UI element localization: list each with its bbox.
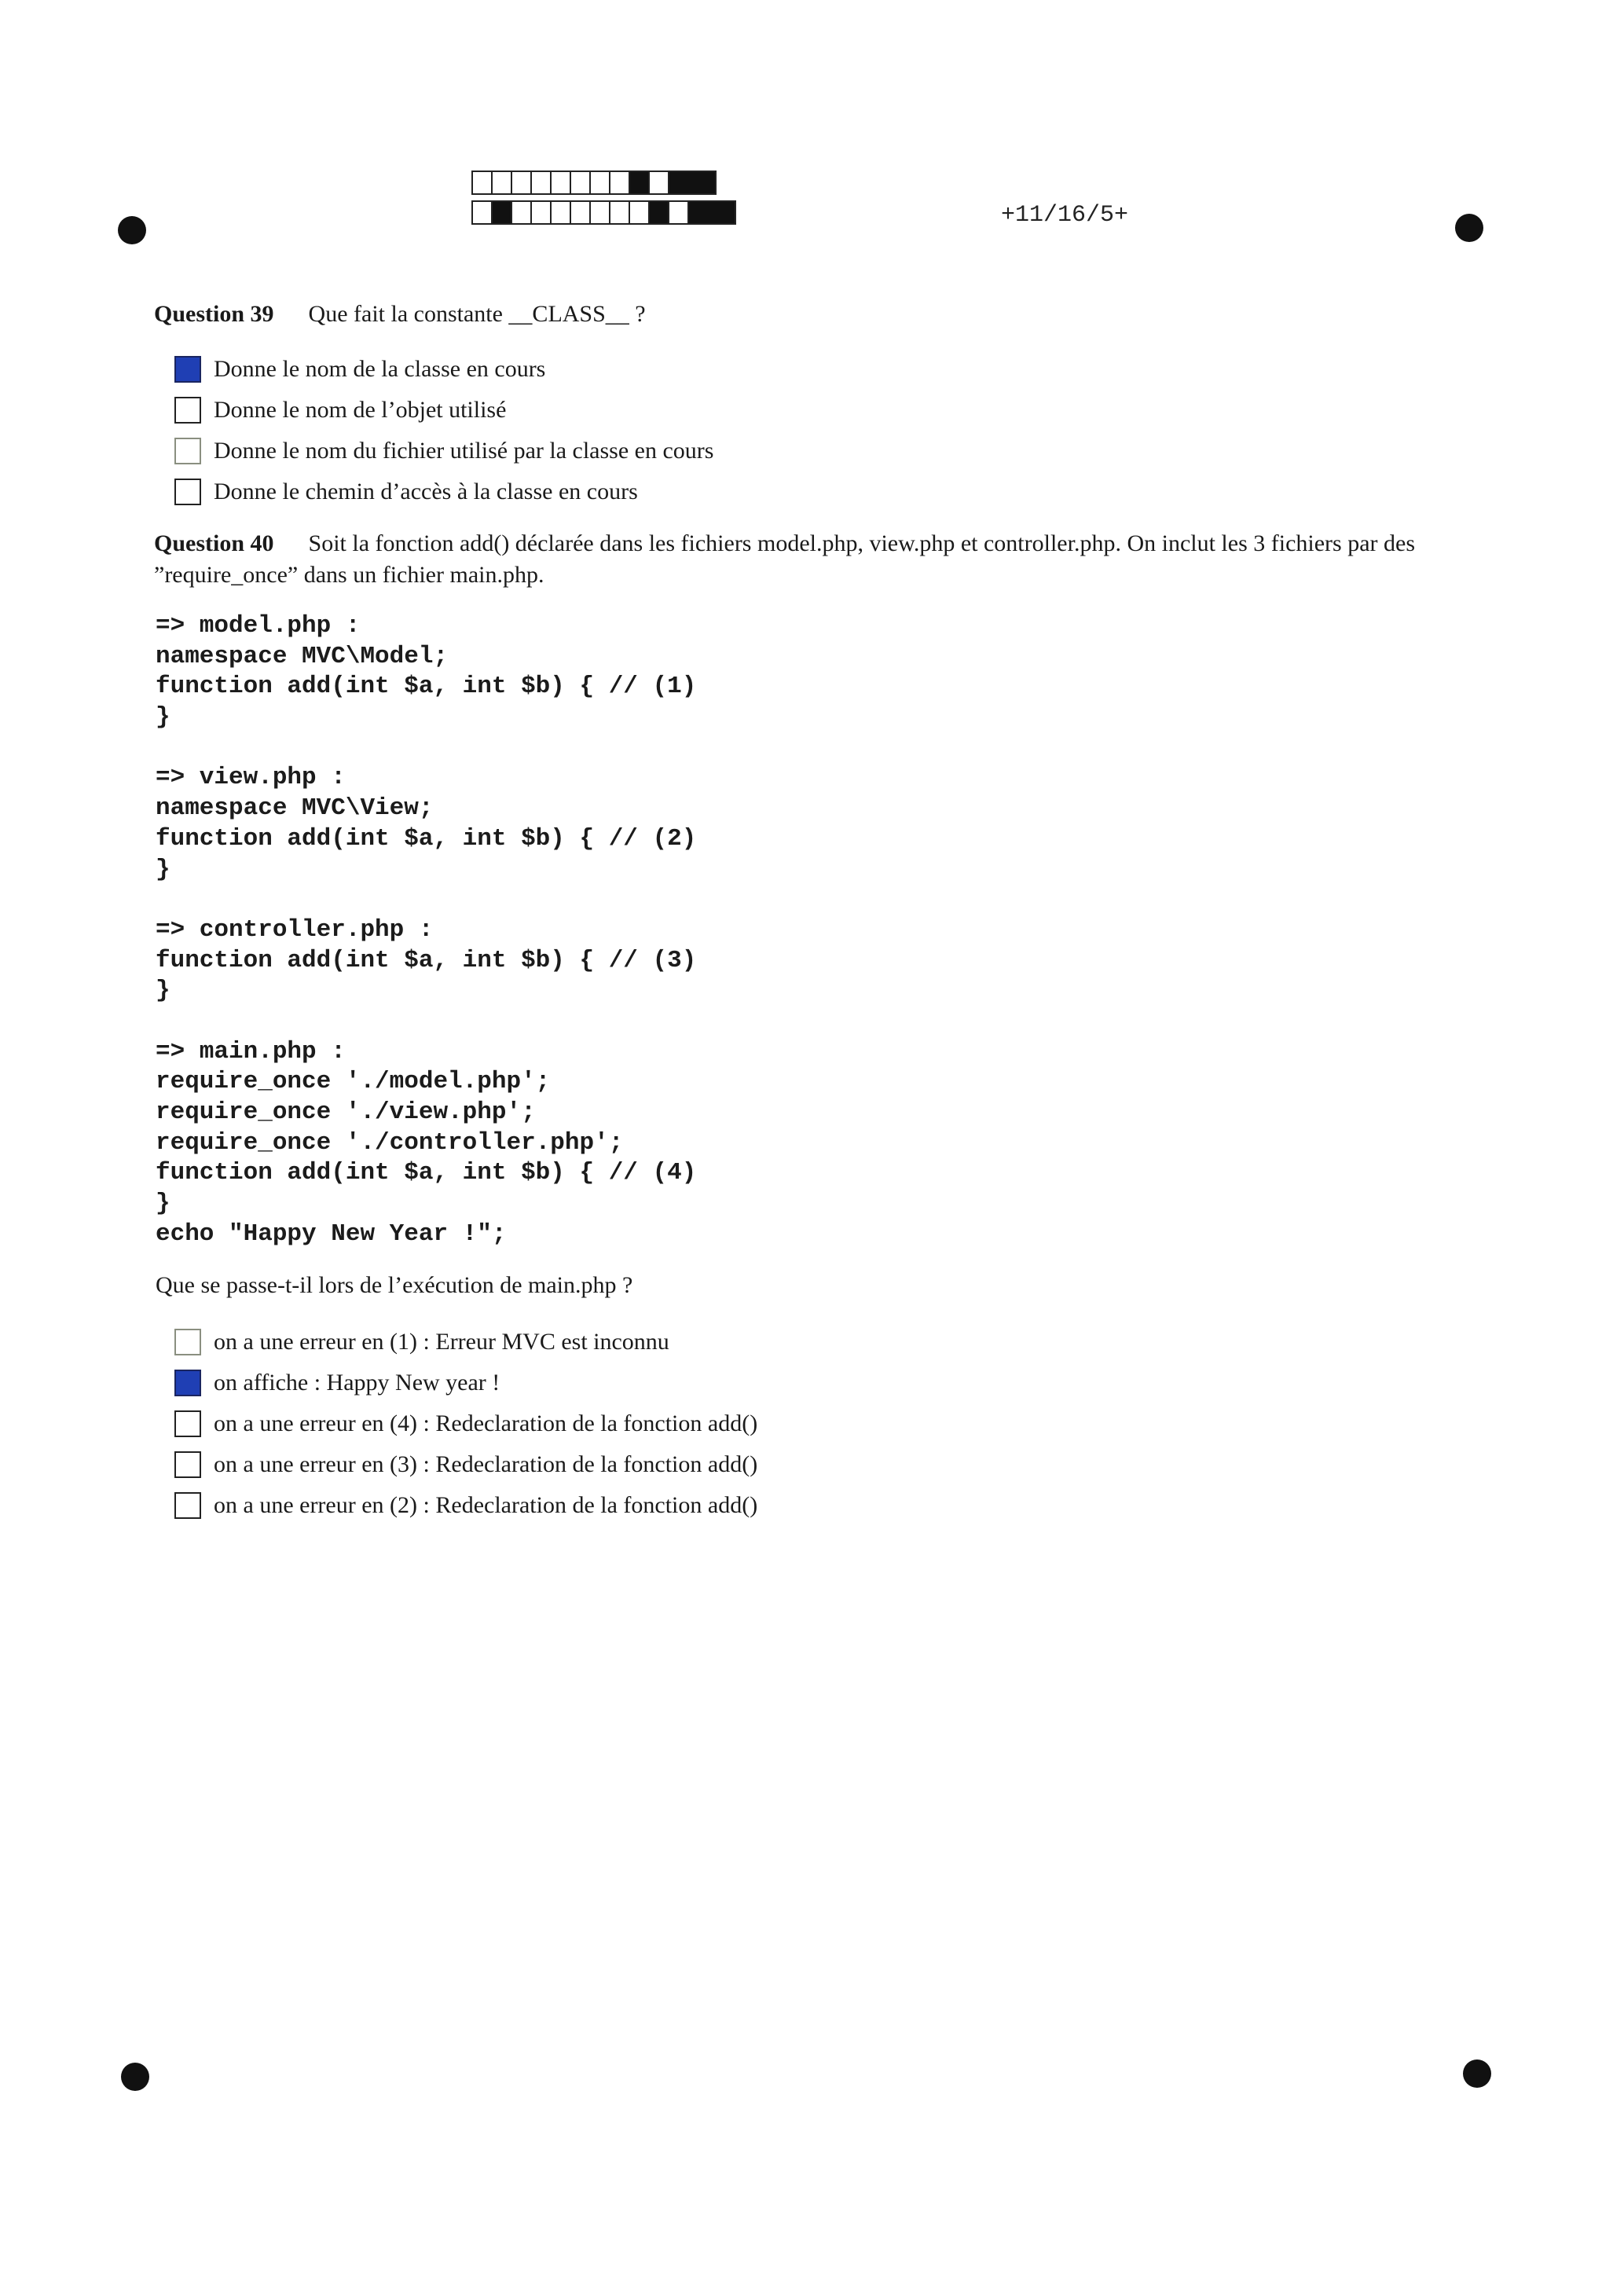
answer-label: on affiche : Happy New year ! bbox=[214, 1370, 500, 1396]
answer-option[interactable] bbox=[174, 390, 713, 431]
registration-mark bbox=[1463, 2059, 1491, 2088]
registration-mark bbox=[121, 2063, 149, 2091]
id-cell bbox=[511, 200, 532, 225]
answer-option[interactable] bbox=[174, 349, 713, 390]
id-cell bbox=[511, 171, 532, 195]
code-line: namespace MVC\Model; bbox=[156, 642, 449, 670]
question-39-header bbox=[154, 299, 646, 330]
code-listing bbox=[156, 611, 696, 1249]
answer-checkbox[interactable] bbox=[174, 1492, 201, 1519]
code-line: } bbox=[156, 703, 170, 732]
answer-checkbox[interactable] bbox=[174, 438, 201, 464]
page-code: +11/16/5+ bbox=[1001, 202, 1129, 229]
answer-label: Donne le nom du fichier utilisé par la classe en cours bbox=[214, 438, 714, 464]
answer-label: on a une erreur en (3) : Redeclaration de la fonction add() bbox=[214, 1451, 758, 1477]
answer-checkbox[interactable] bbox=[174, 356, 201, 383]
id-cell bbox=[648, 171, 669, 195]
code-line bbox=[156, 885, 696, 915]
id-cell bbox=[491, 200, 512, 225]
code-line: => controller.php : bbox=[156, 915, 434, 944]
answer-checkbox[interactable] bbox=[174, 1410, 201, 1437]
id-cell bbox=[550, 200, 571, 225]
code-line: require_once './view.php'; bbox=[156, 1098, 536, 1126]
id-cell bbox=[668, 200, 689, 225]
code-line: namespace MVC\View; bbox=[156, 794, 434, 823]
id-cell bbox=[570, 200, 591, 225]
id-cell bbox=[629, 171, 650, 195]
answer-checkbox[interactable] bbox=[174, 1329, 201, 1355]
answer-checkbox[interactable] bbox=[174, 479, 201, 505]
code-line: echo "Happy New Year !"; bbox=[156, 1220, 507, 1248]
id-cell bbox=[589, 200, 610, 225]
answer-option[interactable] bbox=[174, 1485, 757, 1526]
code-line: function add(int $a, int $b) { // (4) bbox=[156, 1159, 697, 1187]
id-cell bbox=[609, 171, 630, 195]
binary-id-row-1 bbox=[473, 171, 717, 195]
id-cell bbox=[471, 171, 493, 195]
id-cell bbox=[668, 171, 717, 195]
answer-label: on a une erreur en (1) : Erreur MVC est inconnu bbox=[214, 1329, 669, 1355]
id-cell bbox=[471, 200, 493, 225]
answer-label: Donne le nom de la classe en cours bbox=[214, 356, 546, 382]
id-cell bbox=[550, 171, 571, 195]
code-line: require_once './model.php'; bbox=[156, 1068, 551, 1096]
code-line: } bbox=[156, 1190, 170, 1218]
id-cell bbox=[570, 171, 591, 195]
id-cell bbox=[687, 200, 736, 225]
registration-mark bbox=[118, 216, 146, 244]
code-line: function add(int $a, int $b) { // (1) bbox=[156, 673, 697, 701]
id-cell bbox=[589, 171, 610, 195]
id-cell bbox=[609, 200, 630, 225]
id-cell bbox=[530, 171, 552, 195]
answer-option[interactable] bbox=[174, 1322, 757, 1363]
answer-label: Donne le chemin d’accès à la classe en cours bbox=[214, 479, 638, 504]
question-40-options bbox=[174, 1322, 757, 1526]
id-cell bbox=[530, 200, 552, 225]
question-40-header bbox=[154, 528, 1458, 591]
answer-label: on a une erreur en (2) : Redeclaration de la fonction add() bbox=[214, 1492, 758, 1518]
answer-option[interactable] bbox=[174, 431, 713, 471]
id-cell bbox=[491, 171, 512, 195]
answer-option[interactable] bbox=[174, 1363, 757, 1403]
code-line bbox=[156, 1007, 696, 1037]
code-line: function add(int $a, int $b) { // (2) bbox=[156, 824, 697, 853]
question-number: Question 39 bbox=[154, 301, 274, 327]
code-line: } bbox=[156, 977, 170, 1005]
answer-checkbox[interactable] bbox=[174, 1370, 201, 1396]
question-number: Question 40 bbox=[154, 530, 274, 556]
registration-mark bbox=[1455, 214, 1483, 242]
id-cell bbox=[648, 200, 669, 225]
question-prompt: Que se passe-t-il lors de l’exécution de main.php ? bbox=[156, 1272, 633, 1298]
answer-option[interactable] bbox=[174, 1444, 757, 1485]
id-cell bbox=[629, 200, 650, 225]
code-line: => model.php : bbox=[156, 612, 361, 640]
code-line: => main.php : bbox=[156, 1037, 346, 1065]
answer-label: Donne le nom de l’objet utilisé bbox=[214, 397, 507, 423]
code-line: require_once './controller.php'; bbox=[156, 1128, 624, 1157]
question-text: Soit la fonction add() déclarée dans les fichiers model.php, view.php et controller.php. On inclut les 3 fichiers par des ”require_once” dans un fichier main.php. bbox=[154, 530, 1416, 588]
answer-option[interactable] bbox=[174, 1403, 757, 1444]
code-line: => view.php : bbox=[156, 764, 346, 792]
code-line: function add(int $a, int $b) { // (3) bbox=[156, 946, 697, 974]
code-line: } bbox=[156, 855, 170, 883]
question-39-options bbox=[174, 349, 713, 512]
code-line bbox=[156, 733, 696, 764]
answer-checkbox[interactable] bbox=[174, 1451, 201, 1478]
answer-option[interactable] bbox=[174, 471, 713, 512]
answer-checkbox[interactable] bbox=[174, 397, 201, 424]
question-text: Que fait la constante __CLASS__ ? bbox=[308, 301, 646, 327]
binary-id-row-2 bbox=[473, 200, 736, 225]
answer-label: on a une erreur en (4) : Redeclaration de la fonction add() bbox=[214, 1410, 758, 1436]
